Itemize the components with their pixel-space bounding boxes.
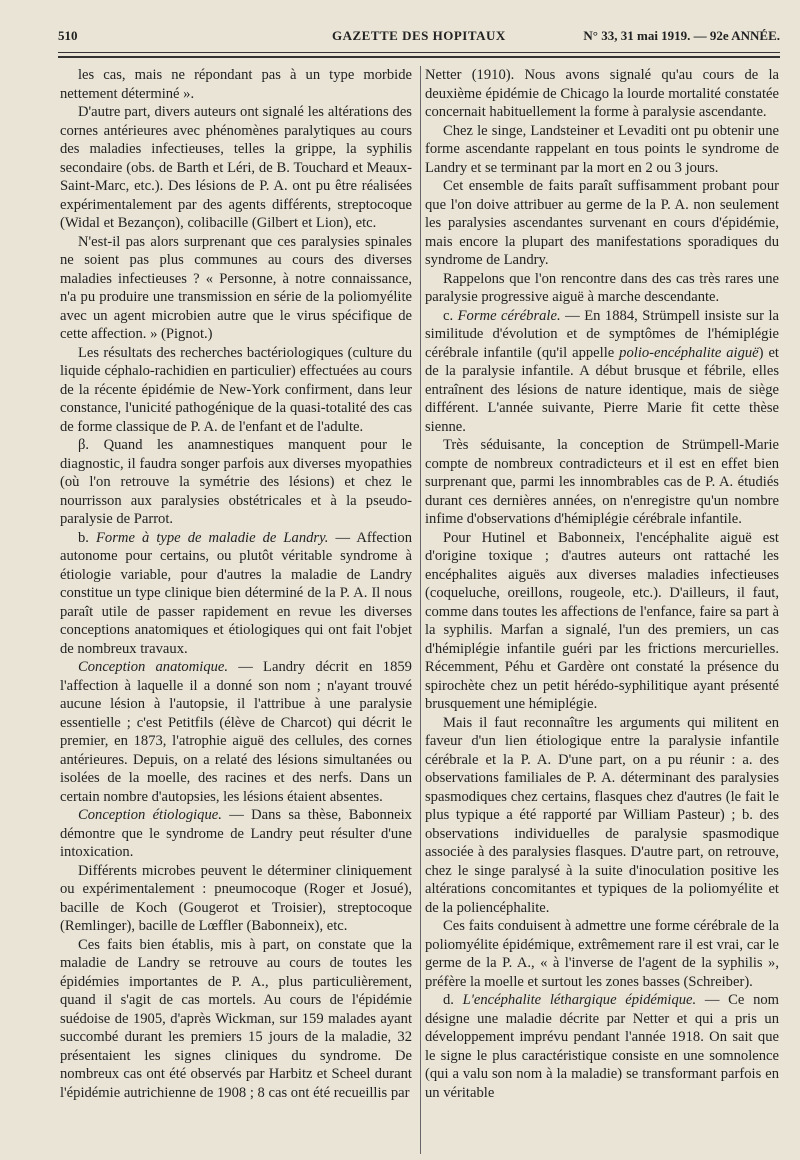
paragraph xyxy=(60,66,412,103)
paragraph xyxy=(60,344,412,437)
paragraph xyxy=(425,122,779,178)
paragraph xyxy=(60,103,412,233)
running-header xyxy=(58,28,780,48)
header-rule-thin xyxy=(58,52,780,53)
paragraph-text: — Affection autonome pour certains, ou plutôt véritable syndrome à étiologie variable, pour d'autres la maladie de Landry constitue un type clinique bien déterminé de la P. A. Il nous paraît utile de passer rapidement en revue les diverses conceptions anatomiques et étiologiques qui ont fait l'objet de nombreux travaux. xyxy=(60,529,412,657)
paragraph xyxy=(425,307,779,437)
paragraph-text: Cet ensemble de faits paraît suffisamment probant pour que l'on doive attribuer au germe de la P. A. non seulement les paralysies ascendantes survenant en cours d'épidémie, mais encore la plupart des manifestations sporadiques du syndrome de Landry. xyxy=(425,178,779,268)
paragraph xyxy=(60,936,412,1103)
paragraph-text: Ces faits conduisent à admettre une forme cérébrale de la poliomyélite épidémique, extrêmement rare il est vrai, car le germe de la P. A., « à l'inverse de l'agent de la syphilis », préfère la moelle et surtout les zones basses (Schreiber). xyxy=(425,918,779,990)
paragraph-text: c. xyxy=(443,307,458,324)
header-rule-thick xyxy=(58,56,780,58)
right-column xyxy=(425,66,779,1102)
paragraph-text: Les résultats des recherches bactériologiques (culture du liquide céphalo-rachidien en particulier) effectuées au cours de la récente épidémie de New-York confirment, dans leur constance, l'unicité pathogénique de la quasi-totalité des cas de forme classique de P. A. de l'enfant et de l'adulte. xyxy=(60,344,412,435)
italic-heading: Conception étiologique. xyxy=(78,807,222,823)
paragraph xyxy=(60,658,412,806)
paragraph xyxy=(425,714,779,918)
page-number: 510 xyxy=(58,28,78,43)
paragraph-text: N'est-il pas alors surprenant que ces paralysies spinales ne soient pas plus communes au cours des diverses maladies infectieuses ? « Personne, à notre connaissance, n'a pu produire une transmission en série de la poliomyélite avec un agent microbien autre que le virus spécifique de cette affection. » (Pignot.) xyxy=(60,233,412,342)
journal-title: GAZETTE DES HOPITAUX xyxy=(332,28,506,43)
left-column xyxy=(60,66,412,1102)
paragraph xyxy=(425,991,779,1102)
paragraph-text: Rappelons que l'on rencontre dans des cas très rares une paralysie progressive aiguë à marche descendante. xyxy=(425,270,779,305)
paragraph-text: les cas, mais ne répondant pas à un type morbide nettement déterminé ». xyxy=(60,67,412,102)
italic-heading: Forme à type de maladie de Landry. xyxy=(96,529,329,546)
paragraph xyxy=(60,233,412,344)
paragraph-text: ) et de la paralysie infantile. A début brusque et fébrile, elles entraînent des lésions de nature identique, mais de siège différent. L'année suivante, Pierre Marie fit cette thèse sienne. xyxy=(425,344,779,435)
column-divider xyxy=(420,66,421,1154)
issue-info: N° 33, 31 mai 1919. — 92e ANNÉE. xyxy=(583,28,780,43)
paragraph xyxy=(425,177,779,270)
paragraph xyxy=(425,917,779,991)
italic-heading: L'encéphalite léthargique épidémique. xyxy=(462,992,697,1008)
italic-heading: Conception anatomique. xyxy=(78,659,229,675)
italic-heading: Forme cérébrale. xyxy=(457,307,561,324)
paragraph xyxy=(425,270,779,307)
paragraph-text: Pour Hutinel et Babonneix, l'encéphalite aiguë est d'origine toxique ; d'autres auteurs ont rattaché les encéphalites aiguës aux diverses maladies infectieuses (coqueluche, oreillons, rougeole, etc.). D'ailleurs, il faut, comme dans toutes les affections de l'enfance, faire sa part à la syphilis. Marfan a signalé, l'un des premiers, un cas d'hémiplégie infantile guéri par les frictions mercurielles. Récemment, Péhu et Gardère ont constaté la présence du spirochète chez un petit hérédo-syphilitique ayant présenté brusquement une hémiplégie. xyxy=(425,529,779,712)
paragraph xyxy=(60,862,412,936)
paragraph-text: Netter (1910). Nous avons signalé qu'au cours de la deuxième épidémie de Chicago la lourde mortalité constatée concernait habituellement la forme à paralysie ascendante. xyxy=(425,67,779,120)
paragraph-text: D'autre part, divers auteurs ont signalé les altérations des cornes antérieures avec phénomènes paralytiques au cours des maladies infectieuses, telles la grippe, la syphilis secondaire (obs. de Barth et Léri, de B. Touchard et Meaux-Saint-Marc, etc.). Des lésions de P. A. ont pu être réalisées expérimentalement par des agents différents, streptocoque (Widal et Bezançon), colibacille (Gilbert et Lion), etc. xyxy=(60,104,412,231)
paragraph-text: Mais il faut reconnaître les arguments qui militent en faveur d'un lien étiologique entre la paralysie infantile cérébrale et la P. A. D'une part, on a pu réunir : a. des observations familiales de P. A. déterminant des paralysies spasmodiques chez certains, flasques chez d'autres (le fait le plus typique a été rapporté par William Pasteur) ; b. des observations individuelles de paralysie spasmodique associée à des paralysies flasques. D'autre part, on retrouve, chez le singe paralysé à la suite d'inoculation positive les altérations concomitantes et typiques de la poliomyélite et de la poliencéphalite. xyxy=(425,714,779,916)
paragraph xyxy=(60,436,412,529)
paragraph xyxy=(425,66,779,122)
paragraph-text: Très séduisante, la conception de Strümpell-Marie compte de nombreux contradicteurs et il est en effet bien surprenant que, parmi les innombrables cas de P. A. étudiés durant ces dernières années, on n'enregistre qu'un nombre infime d'observations d'hémiplégie cérébrale infantile. xyxy=(425,437,779,527)
paragraph xyxy=(425,529,779,714)
italic-heading: polio-encéphalite aiguë xyxy=(619,344,759,361)
paragraph-text: — Landry décrit en 1859 l'affection à laquelle il a donné son nom ; n'ayant trouvé aucune lésion à l'autopsie, il l'attribue à une paralysie essentielle ; c'est Petitfils (élève de Charcot) qui décrit le premier, en 1873, l'atrophie aiguë des cellules, des cornes antérieures. Depuis, on a relaté des lésions simultanées ou isolées de la moelle, des racines et des nerfs. Dans un certain nombre d'autopsies, les lésions étaient absentes. xyxy=(60,659,412,805)
paragraph-text: — Ce nom désigne une maladie décrite par Netter et qui a pris un développement imprévu pendant l'année 1918. On sait que le signe le plus caractéristique consiste en une somnolence (qui a valu son nom à la maladie) se transformant parfois en un véritable xyxy=(425,992,780,1101)
paragraph-text: — Dans sa thèse, Babonneix démontre que le syndrome de Landry peut résulter d'une intoxication. xyxy=(60,807,412,860)
paragraph xyxy=(60,806,412,862)
paragraph-text: Différents microbes peuvent le déterminer cliniquement ou expérimentalement : pneumocoque (Roger et Josué), bacille de Koch (Gougerot et Troisier), streptocoque (Remlinger), bacille de Lœffler (Babonneix), etc. xyxy=(60,862,412,934)
paragraph-text: b. xyxy=(78,529,97,546)
paragraph xyxy=(425,436,779,529)
paragraph-text: Chez le singe, Landsteiner et Levaditi ont pu obtenir une forme ascendante rappelant en tous points le syndrome de Landry et se terminant par la mort en 2 ou 3 jours. xyxy=(425,122,779,176)
paragraph xyxy=(60,529,412,659)
paragraph-text: — En 1884, Strümpell insiste sur la similitude d'évolution et de symptômes de l'hémiplégie cérébrale infantile (qu'il appelle xyxy=(425,307,779,361)
paragraph-text: d. xyxy=(443,992,463,1008)
paragraph-text: β. Quand les anamnestiques manquent pour le diagnostic, il faudra songer parfois aux diverses myopathies (où l'on retrouve la symétrie des lésions) et chez le nourrisson aux paralysies obstétricales et à la pseudo-paralysie de Parrot. xyxy=(60,437,412,527)
paragraph-text: Ces faits bien établis, mis à part, on constate que la maladie de Landry se retrouve au cours de toutes les épidémies importantes de P. A., plus particulièrement, quand il s'agit de cas mortels. Au cours de l'épidémie suédoise de 1905, d'après Wickman, sur 159 malades ayant succombé durant les premiers 15 jours de la maladie, 32 présentaient les signes cliniques du syndrome. De nombreux cas ont été observés par Harbitz et Scheel durant l'épidémie autrichienne de 1908 ; 8 cas ont été recueillis par xyxy=(60,936,412,1101)
